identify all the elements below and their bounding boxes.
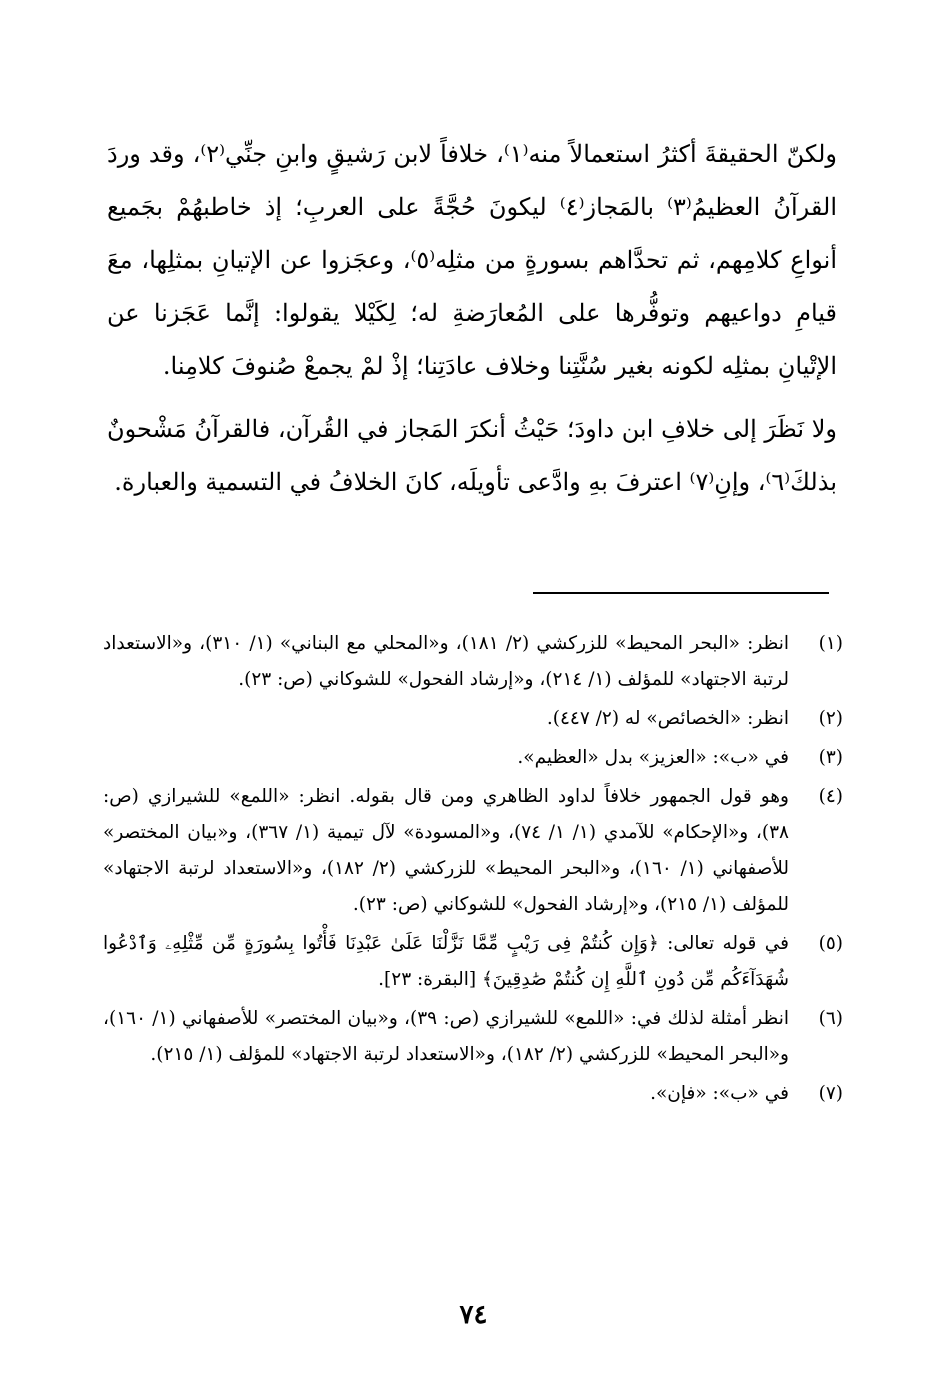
main-text bbox=[107, 128, 837, 509]
footnote-2 bbox=[103, 701, 843, 737]
paragraph-2: ولا نَظَرَ إلى خلافِ ابن داودَ؛ حَيْثُ أنكرَ المَجاز في القُرآن، فالقرآنُ مَشْحونٌ بذلكَ⁽٦⁾، وإنِ⁽٧⁾ اعترفَ بهِ وادَّعى تأويلَه، كانَ الخلافُ في التسمية والعبارة. bbox=[107, 415, 837, 496]
footnote-text: في «ب»: «فإن». bbox=[650, 1083, 789, 1104]
footnote-number: (٦) bbox=[818, 1008, 843, 1029]
footnotes bbox=[103, 626, 843, 1115]
footnote-text: انظر أمثلة لذلك في: «اللمع» للشيرازي (ص: ٣٩)، و«بيان المختصر» للأصفهاني (١/ ١٦٠)، و«البحر المحيط» للزركشي (٢/ ١٨٢)، و«الاستعداد لرتبة الاجتهاد» للمؤلف (١/ ٢١٥). bbox=[103, 1008, 789, 1065]
footnote-number: (٥) bbox=[818, 933, 843, 954]
footnote-5 bbox=[103, 926, 843, 998]
footnote-number: (٣) bbox=[818, 747, 843, 768]
footnote-text: انظر: «البحر المحيط» للزركشي (٢/ ١٨١)، و«المحلي مع البناني» (١/ ٣١٠)، و«الاستعداد لرتبة الاجتهاد» للمؤلف (١/ ٢١٤)، و«إرشاد الفحول» للشوكاني (ص: ٢٣). bbox=[103, 633, 789, 690]
footnote-4 bbox=[103, 779, 843, 923]
footnote-separator bbox=[533, 592, 829, 594]
footnote-text: انظر: «الخصائص» له (٢/ ٤٤٧). bbox=[546, 708, 789, 729]
paragraph-1: ولكنّ الحقيقةَ أكثرُ استعمالاً منه⁽١⁾، خلافاً لابن رَشيقٍ وابنِ جنِّي⁽٢⁾، وقد وردَ القرآنُ العظيمُ⁽٣⁾ بالمَجاز⁽٤⁾ ليكونَ حُجَّةً على العربِ؛ إذ خاطبهُمْ بجَميع أنواعِ كلامِهم، ثم تحدَّاهم بسورةٍ من مثلِه⁽٥⁾، وعجَزوا عن الإتيانِ بمثلِها، معَ قيامِ دواعيهم وتوفُّرها على المُعارَضةِ له؛ لِكَيْلا يقولوا: إنَّما عَجَزنا عن الإتْيانِ بمثلِه لكونه بغير سُنَّتِنا وخلاف عادَتِنا؛ إذْ لمْ يجمعْ صُنوفَ كلامِنا. bbox=[107, 140, 838, 380]
footnote-6 bbox=[103, 1001, 843, 1073]
footnote-text: في قوله تعالى: ﴿وَإِن كُنتُمْ فِى رَيْبٍ مِّمَّا نَزَّلْنَا عَلَىٰ عَبْدِنَا فَأْتُوا بِسُورَةٍ مِّن مِّثْلِهِۦ وَٱدْعُوا شُهَدَآءَكُم مِّن دُونِ ٱللَّهِ إِن كُنتُمْ صَٰدِقِينَ﴾ [البقرة: ٢٣]. bbox=[103, 933, 789, 990]
footnote-number: (١) bbox=[818, 633, 843, 654]
footnote-text: وهو قول الجمهور خلافاً لداود الظاهري ومن قال بقوله. انظر: «اللمع» للشيرازي (ص: ٣٨)، و«الإحكام» للآمدي (١/ ١/ ٧٤)، و«المسودة» لآل تيمية (١/ ٣٦٧)، و«بيان المختصر» للأصفهاني (١/ ١٦٠)، و«البحر المحيط» للزركشي (٢/ ١٨٢)، و«الاستعداد لرتبة الاجتهاد» للمؤلف (١/ ٢١٥)، و«إرشاد الفحول» للشوكاني (ص: ٢٣). bbox=[103, 786, 790, 915]
footnote-number: (٢) bbox=[818, 708, 843, 729]
page-number: ٧٤ bbox=[459, 1300, 488, 1330]
footnote-3 bbox=[103, 740, 843, 776]
footnote-1 bbox=[103, 626, 843, 698]
footnote-number: (٧) bbox=[818, 1083, 843, 1104]
footnote-7 bbox=[103, 1076, 843, 1112]
footnote-number: (٤) bbox=[818, 786, 843, 807]
footnote-text: في «ب»: «العزيز» بدل «العظيم». bbox=[517, 747, 789, 768]
